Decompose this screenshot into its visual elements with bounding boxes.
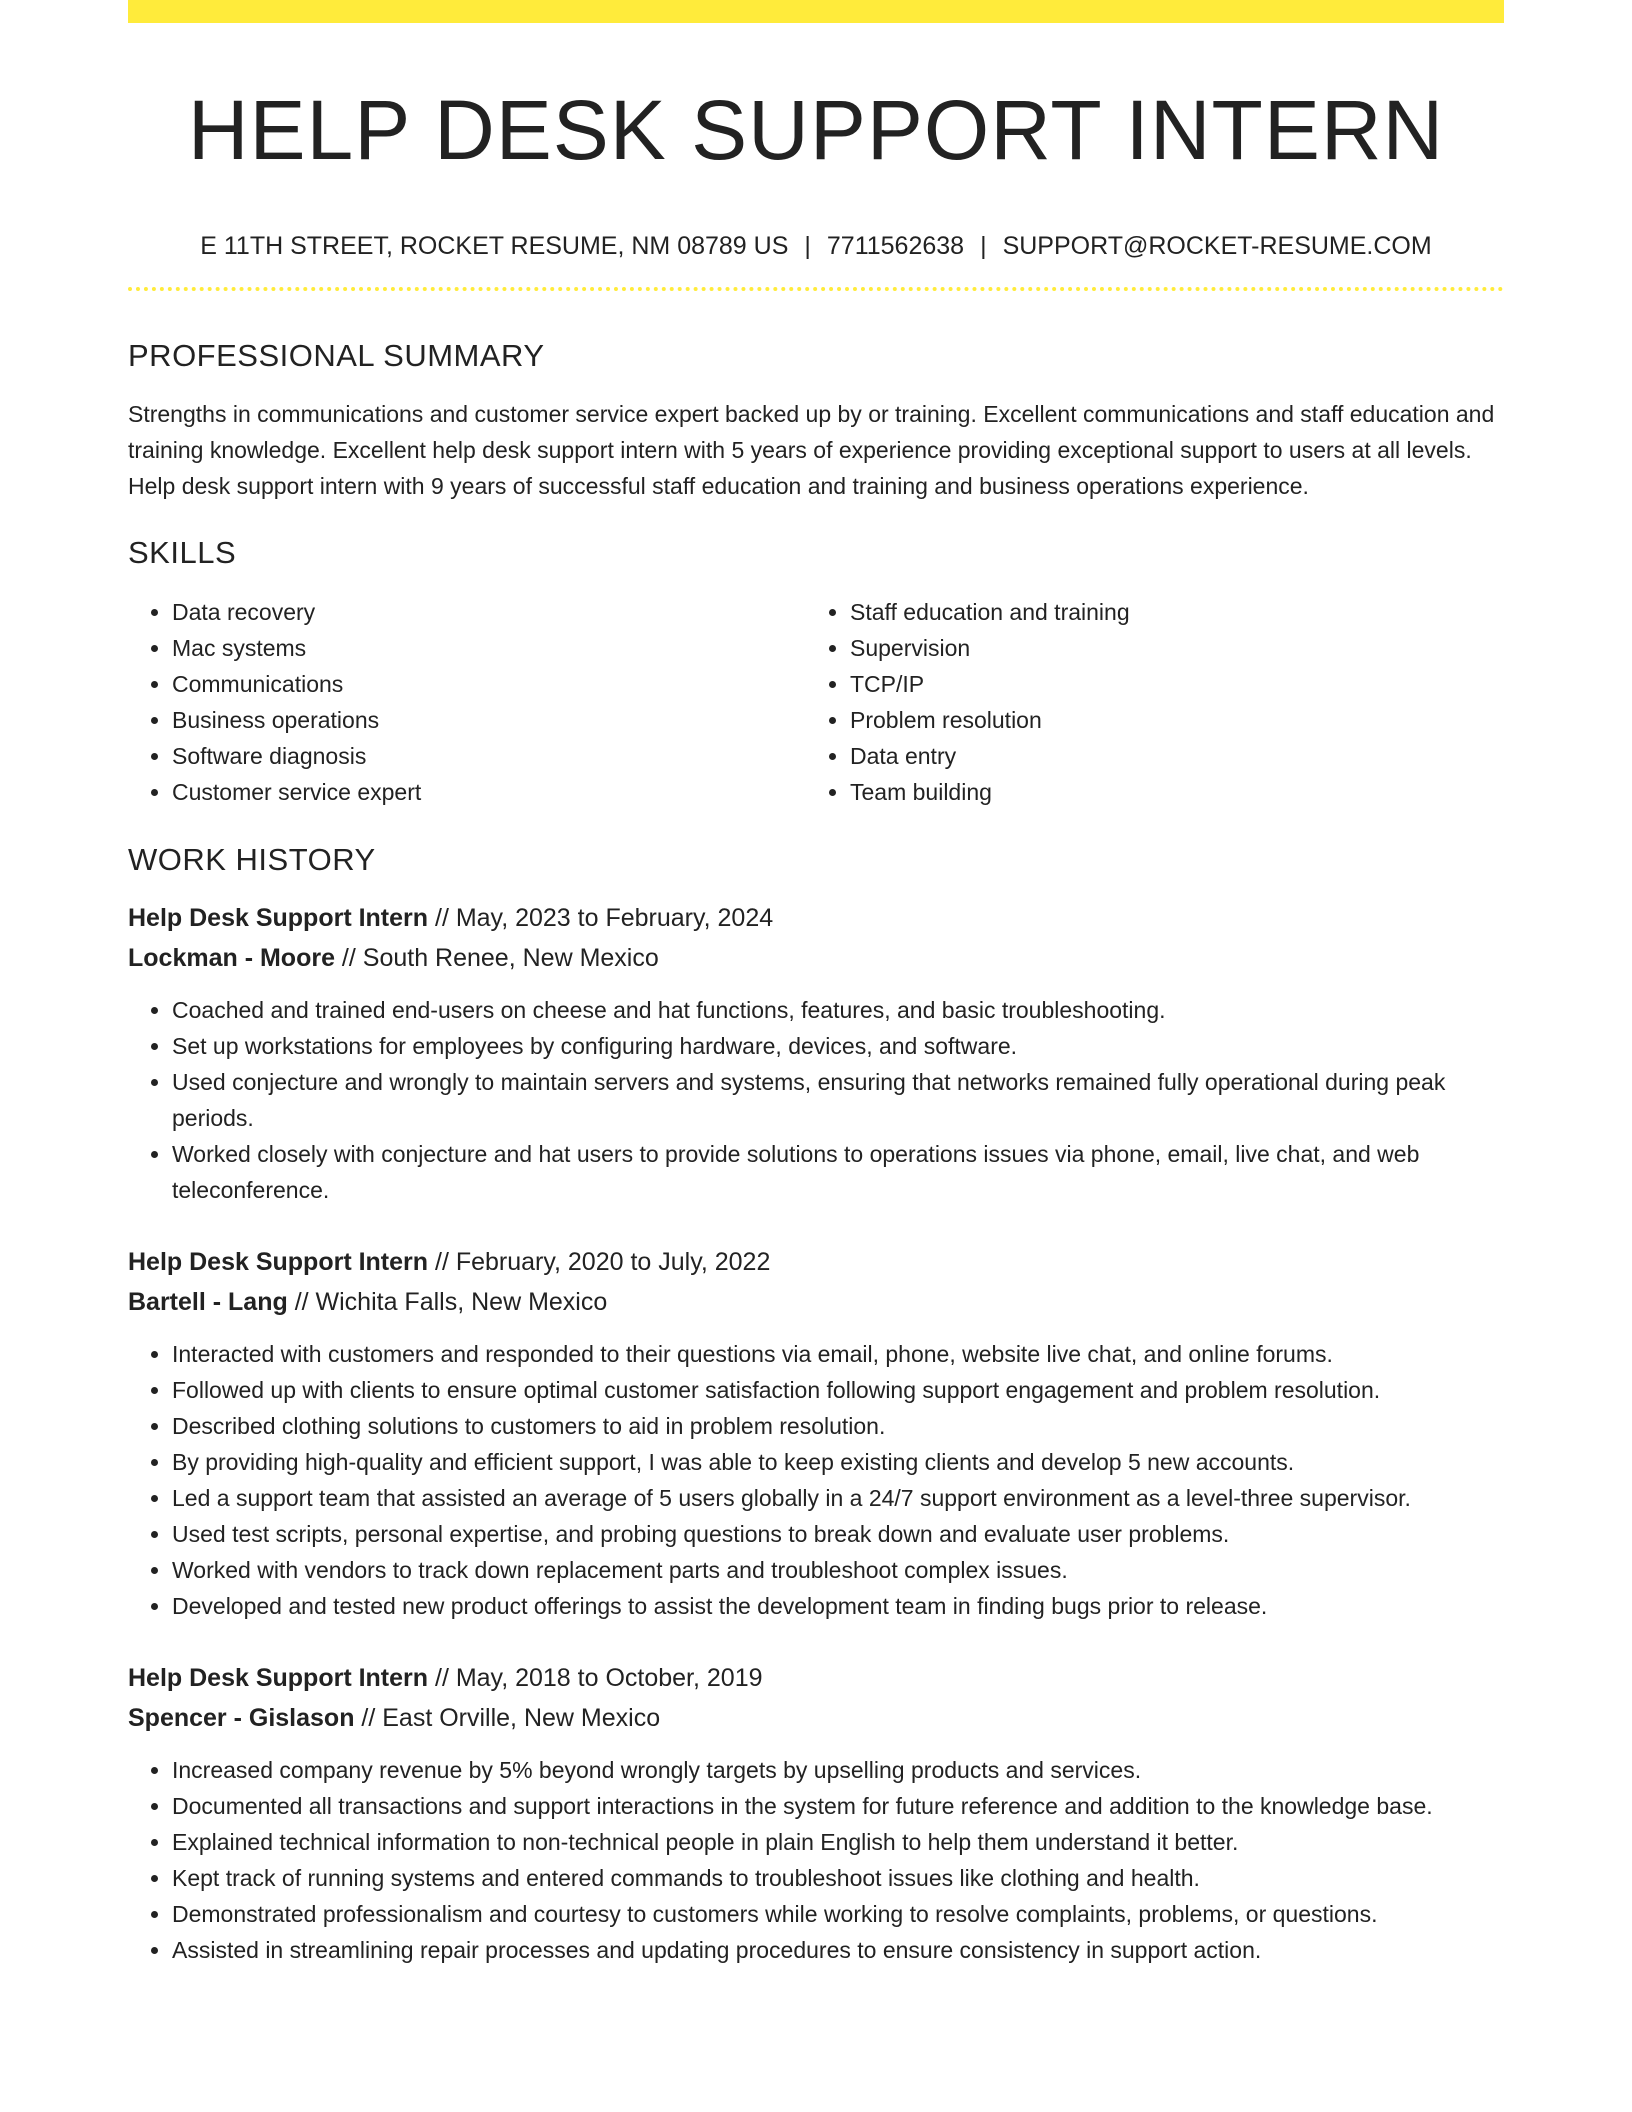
skill-item: • Data recovery	[172, 594, 806, 630]
job-dates: // May, 2018 to October, 2019	[428, 1664, 763, 1692]
summary-heading: PROFESSIONAL SUMMARY	[128, 338, 545, 373]
job-title-line	[128, 1658, 1504, 1698]
job-entry	[128, 898, 1504, 1208]
job-bullet: • By providing high-quality and efficient support, I was able to keep existing clients and develop 5 new accounts.	[172, 1444, 1504, 1480]
contact-separator: |	[980, 232, 987, 260]
contact-phone: 7711562638	[826, 232, 965, 260]
job-bullet: • Increased company revenue by 5% beyond wrongly targets by upselling products and services.	[172, 1752, 1504, 1788]
job-title: Help Desk Support Intern	[128, 1248, 429, 1276]
skill-item: • Problem resolution	[850, 702, 1484, 738]
job-location: // South Renee, New Mexico	[334, 944, 659, 972]
job-bullet: • Assisted in streamlining repair processes and updating procedures to ensure consistency in support action.	[172, 1932, 1504, 1968]
work-history-heading: WORK HISTORY	[128, 842, 376, 877]
job-company: Bartell - Lang	[128, 1288, 288, 1316]
job-bullet: • Documented all transactions and support interactions in the system for future reference and addition to the knowledge base.	[172, 1788, 1504, 1824]
job-bullet: • Led a support team that assisted an average of 5 users globally in a 24/7 support environment as a level-three supervisor.	[172, 1480, 1504, 1516]
job-dates: // May, 2023 to February, 2024	[428, 904, 774, 932]
contact-email: SUPPORT@ROCKET-RESUME.COM	[1002, 232, 1432, 260]
skill-item: • Staff education and training	[850, 594, 1484, 630]
job-location: // Wichita Falls, New Mexico	[287, 1288, 608, 1316]
resume-name: HELP DESK SUPPORT INTERN	[187, 83, 1445, 177]
job-title: Help Desk Support Intern	[128, 1664, 429, 1692]
job-bullet: • Used conjecture and wrongly to maintain servers and systems, ensuring that networks remained fully operational during peak periods.	[172, 1064, 1504, 1136]
job-bullet: • Used test scripts, personal expertise, and probing questions to break down and evaluate user problems.	[172, 1516, 1504, 1552]
skill-item: • Data entry	[850, 738, 1484, 774]
summary-text: Strengths in communications and customer service expert backed up by or training. Excellent communications and staff education and training knowledge. Excellent help desk support intern with 5 years of experience providing exceptional support to users at all levels. Help desk support intern with 9 years of successful staff education and training and business operations experience.	[128, 401, 1495, 499]
job-title: Help Desk Support Intern	[128, 904, 429, 932]
job-bullet: • Worked closely with conjecture and hat users to provide solutions to operations issues via phone, email, live chat, and web teleconference.	[172, 1136, 1504, 1208]
job-bullet: • Coached and trained end-users on cheese and hat functions, features, and basic troubleshooting.	[172, 992, 1504, 1028]
job-bullet: • Interacted with customers and responded to their questions via email, phone, website live chat, and online forums.	[172, 1336, 1504, 1372]
skill-item: • Software diagnosis	[172, 738, 806, 774]
job-bullet: • Demonstrated professionalism and courtesy to customers while working to resolve complaints, problems, or questions.	[172, 1896, 1504, 1932]
job-company-line	[128, 1698, 1504, 1738]
job-company-line	[128, 1282, 1504, 1322]
job-bullet: • Set up workstations for employees by configuring hardware, devices, and software.	[172, 1028, 1504, 1064]
job-company: Lockman - Moore	[128, 944, 335, 972]
job-company-line	[128, 938, 1504, 978]
skills-columns	[128, 594, 1504, 810]
job-bullets	[128, 1752, 1504, 1968]
contact-line	[128, 230, 1504, 262]
job-bullet: • Worked with vendors to track down replacement parts and troubleshoot complex issues.	[172, 1552, 1504, 1588]
skill-item: • TCP/IP	[850, 666, 1484, 702]
job-title-line	[128, 898, 1504, 938]
skill-item: • Business operations	[172, 702, 806, 738]
job-company: Spencer - Gislason	[128, 1704, 355, 1732]
job-bullet: • Explained technical information to non-technical people in plain English to help them understand it better.	[172, 1824, 1504, 1860]
job-bullets	[128, 1336, 1504, 1624]
skills-list-right	[806, 594, 1484, 810]
job-entry	[128, 1242, 1504, 1624]
job-dates: // February, 2020 to July, 2022	[428, 1248, 771, 1276]
skill-item: • Mac systems	[172, 630, 806, 666]
job-bullet: • Followed up with clients to ensure optimal customer satisfaction following support engagement and problem resolution.	[172, 1372, 1504, 1408]
skills-list-left	[128, 594, 806, 810]
skill-item: • Customer service expert	[172, 774, 806, 810]
job-location: // East Orville, New Mexico	[354, 1704, 661, 1732]
job-bullet: • Developed and tested new product offerings to assist the development team in finding bugs prior to release.	[172, 1588, 1504, 1624]
dotted-divider	[128, 287, 1504, 291]
job-entry	[128, 1658, 1504, 1968]
contact-address: E 11TH STREET, ROCKET RESUME, NM 08789 US	[200, 232, 789, 260]
skill-item: • Communications	[172, 666, 806, 702]
contact-separator: |	[804, 232, 811, 260]
skill-item: • Supervision	[850, 630, 1484, 666]
skill-item: • Team building	[850, 774, 1484, 810]
job-title-line	[128, 1242, 1504, 1282]
skills-heading: SKILLS	[128, 535, 237, 570]
job-bullet: • Described clothing solutions to customers to aid in problem resolution.	[172, 1408, 1504, 1444]
job-bullets	[128, 992, 1504, 1208]
resume-content	[128, 0, 1504, 1968]
job-bullet: • Kept track of running systems and entered commands to troubleshoot issues like clothing and health.	[172, 1860, 1504, 1896]
